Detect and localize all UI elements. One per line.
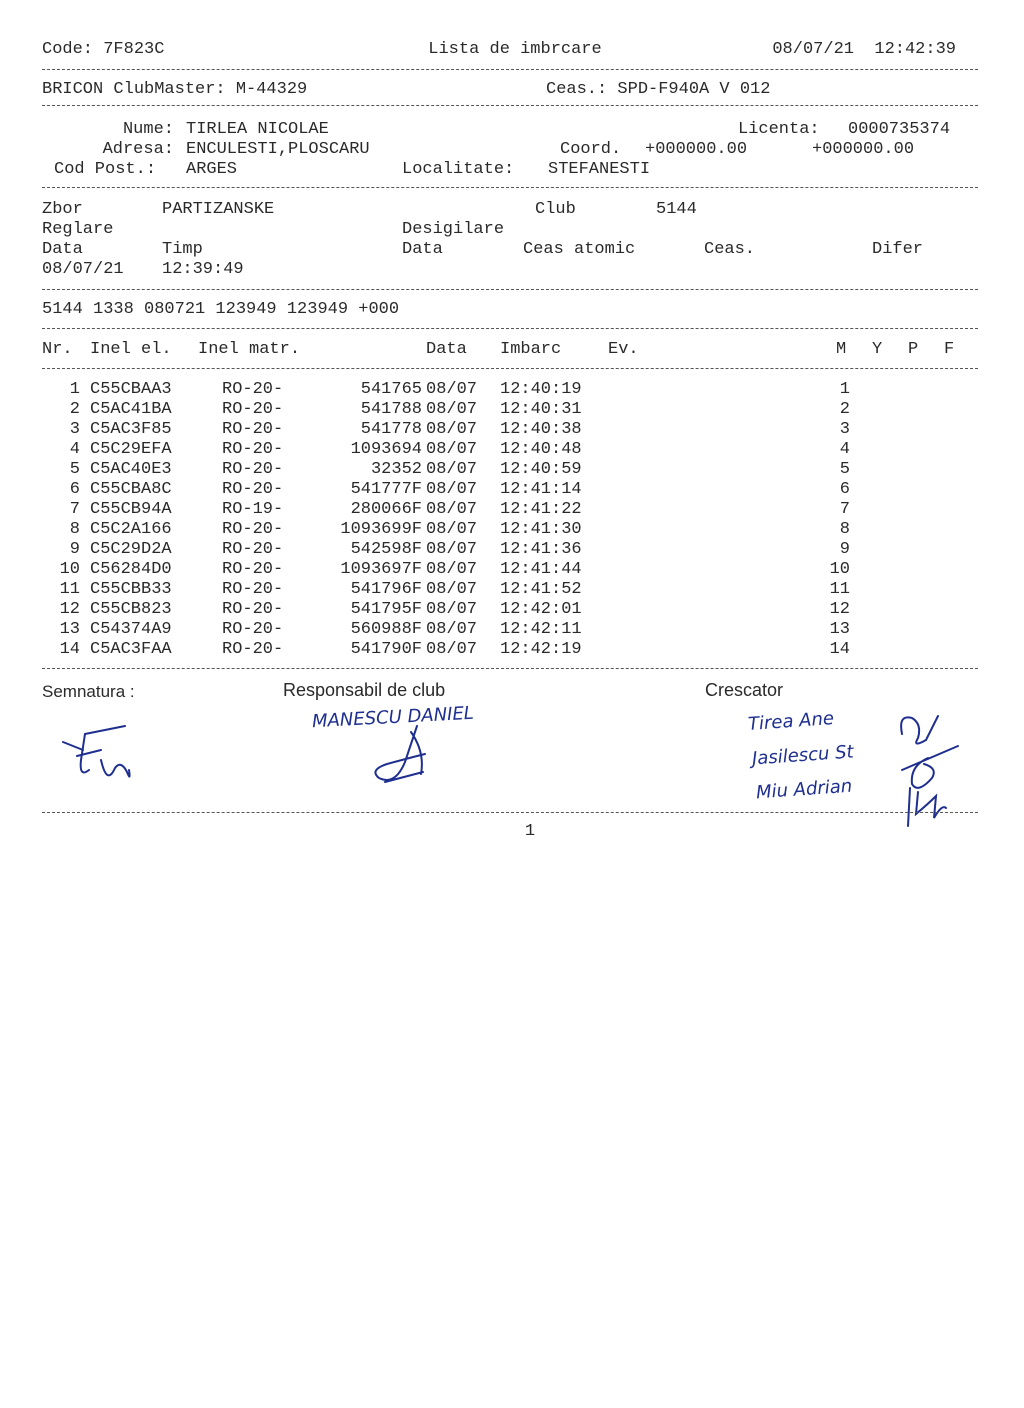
row-nr: 1 [69, 380, 80, 399]
row-date: 08/07 [426, 560, 478, 579]
row-date: 08/07 [426, 440, 478, 459]
row-date: 08/07 [426, 380, 478, 399]
row-m: 13 [829, 620, 850, 639]
row-ring-number: 280066F [350, 500, 422, 519]
row-nr: 2 [69, 400, 80, 419]
row-electronic-ring: C55CB823 [90, 600, 172, 619]
reglare-time: 12:39:49 [162, 260, 244, 279]
breeder-name: TIRLEA NICOLAE [186, 120, 329, 139]
divider [42, 668, 978, 669]
breeder-signature [888, 704, 968, 834]
row-m: 7 [839, 500, 850, 519]
locality-label: Localitate: [402, 160, 515, 179]
row-ring-prefix: RO-20- [222, 380, 284, 399]
row-electronic-ring: C55CB94A [90, 500, 172, 519]
col-imbarc: Imbarc [500, 340, 562, 359]
row-nr: 6 [69, 480, 80, 499]
table-row [0, 440, 1024, 460]
row-electronic-ring: C5C29EFA [90, 440, 172, 459]
desigilare-data-label: Data [402, 240, 443, 259]
row-ring-number: 541777F [350, 480, 422, 499]
row-ring-number: 541796F [350, 580, 422, 599]
row-ring-number: 32352 [370, 460, 422, 479]
row-electronic-ring: C5C2A166 [90, 520, 172, 539]
row-ring-prefix: RO-20- [222, 400, 284, 419]
table-row [0, 460, 1024, 480]
signature-label: Semnatura : [42, 682, 135, 701]
row-m: 3 [839, 420, 850, 439]
breeder-address: ENCULESTI,PLOSCARU [186, 140, 370, 159]
reglare-label: Reglare [42, 220, 114, 239]
semnatura-signature [55, 720, 145, 790]
row-nr: 7 [69, 500, 80, 519]
club-responsible-handwritten-name: MANESCU DANIEL [311, 702, 475, 733]
row-ring-number: 542598F [350, 540, 422, 559]
row-ring-number: 541795F [350, 600, 422, 619]
col-inel-matr: Inel matr. [198, 340, 301, 359]
row-boarding-time: 12:41:30 [500, 520, 582, 539]
row-m: 6 [839, 480, 850, 499]
row-nr: 5 [69, 460, 80, 479]
col-f: F [944, 340, 955, 359]
row-date: 08/07 [426, 500, 478, 519]
difference-label: Difer [872, 240, 924, 259]
row-boarding-time: 12:42:19 [500, 640, 582, 659]
breeder-label: Crescator [705, 680, 784, 700]
row-date: 08/07 [426, 580, 478, 599]
licence-label: Licenta: [738, 120, 820, 139]
table-row [0, 540, 1024, 560]
divider [42, 289, 978, 290]
coord-latitude: +000000.00 [645, 140, 748, 159]
club-number: 5144 [656, 200, 697, 219]
page-number: 1 [524, 822, 536, 841]
row-nr: 12 [59, 600, 80, 619]
table-row [0, 640, 1024, 660]
row-date: 08/07 [426, 640, 478, 659]
divider [42, 105, 978, 106]
row-m: 12 [829, 600, 850, 619]
reglare-date: 08/07/21 [42, 260, 124, 279]
row-nr: 11 [59, 580, 80, 599]
club-responsible-signature [365, 722, 445, 792]
row-ring-prefix: RO-20- [222, 640, 284, 659]
row-ring-prefix: RO-20- [222, 440, 284, 459]
table-row [0, 400, 1024, 420]
print-datetime: 08/07/21 12:42:39 [772, 40, 956, 59]
row-ring-prefix: RO-20- [222, 560, 284, 579]
row-ring-number: 560988F [350, 620, 422, 639]
row-boarding-time: 12:41:44 [500, 560, 582, 579]
row-m: 5 [839, 460, 850, 479]
col-ev: Ev. [608, 340, 639, 359]
breeder-handwritten-name-1: Tirea Ane [747, 708, 835, 735]
row-nr: 4 [69, 440, 80, 459]
breeder-postcode: ARGES [186, 160, 238, 179]
table-row [0, 600, 1024, 620]
row-boarding-time: 12:40:59 [500, 460, 582, 479]
row-boarding-time: 12:40:19 [500, 380, 582, 399]
data-label: Data [42, 240, 83, 259]
code-line: 5144 1338 080721 123949 123949 +000 [42, 300, 400, 319]
row-electronic-ring: C55CBAA3 [90, 380, 172, 399]
row-m: 9 [839, 540, 850, 559]
row-ring-prefix: RO-19- [222, 500, 284, 519]
row-ring-prefix: RO-20- [222, 540, 284, 559]
club-label: Club [535, 200, 576, 219]
document-title: Lista de imbrcare [428, 40, 602, 59]
postcode-label: Cod Post.: [54, 160, 157, 179]
divider [42, 69, 978, 70]
row-boarding-time: 12:41:14 [500, 480, 582, 499]
row-ring-number: 1093694 [350, 440, 422, 459]
row-nr: 14 [59, 640, 80, 659]
row-date: 08/07 [426, 480, 478, 499]
row-m: 14 [829, 640, 850, 659]
breeder-handwritten-name-3: Miu Adrian [755, 775, 853, 804]
row-electronic-ring: C5AC3FAA [90, 640, 172, 659]
row-ring-prefix: RO-20- [222, 580, 284, 599]
row-m: 1 [839, 380, 850, 399]
licence-number: 0000735374 [848, 120, 951, 139]
col-m: M [836, 340, 847, 359]
divider [42, 328, 978, 329]
table-row [0, 620, 1024, 640]
row-boarding-time: 12:41:52 [500, 580, 582, 599]
row-ring-prefix: RO-20- [222, 520, 284, 539]
document-code: Code: 7F823C [42, 40, 165, 59]
row-ring-prefix: RO-20- [222, 600, 284, 619]
row-ring-number: 1093697F [340, 560, 422, 579]
row-nr: 13 [59, 620, 80, 639]
row-nr: 10 [59, 560, 80, 579]
coord-longitude: +000000.00 [812, 140, 915, 159]
row-nr: 3 [69, 420, 80, 439]
flight-label: Zbor [42, 200, 83, 219]
row-m: 2 [839, 400, 850, 419]
col-data: Data [426, 340, 467, 359]
row-ring-prefix: RO-20- [222, 620, 284, 639]
table-row [0, 520, 1024, 540]
clubmaster-id: BRICON ClubMaster: M-44329 [42, 80, 308, 99]
table-row [0, 420, 1024, 440]
table-row [0, 380, 1024, 400]
col-inel-el: Inel el. [90, 340, 172, 359]
table-row [0, 580, 1024, 600]
row-electronic-ring: C55CBA8C [90, 480, 172, 499]
row-electronic-ring: C54374A9 [90, 620, 172, 639]
row-nr: 9 [69, 540, 80, 559]
row-ring-number: 541790F [350, 640, 422, 659]
row-electronic-ring: C5AC3F85 [90, 420, 172, 439]
breeder-locality: STEFANESTI [548, 160, 651, 179]
table-row [0, 560, 1024, 580]
row-date: 08/07 [426, 540, 478, 559]
row-date: 08/07 [426, 600, 478, 619]
col-nr: Nr. [42, 340, 73, 359]
row-date: 08/07 [426, 420, 478, 439]
clock-id: Ceas.: SPD-F940A V 012 [546, 80, 771, 99]
col-p: P [908, 340, 919, 359]
clock-label: Ceas. [704, 240, 756, 259]
row-date: 08/07 [426, 520, 478, 539]
row-boarding-time: 12:42:01 [500, 600, 582, 619]
time-label: Timp [162, 240, 203, 259]
row-m: 8 [839, 520, 850, 539]
row-ring-number: 541788 [360, 400, 422, 419]
divider [42, 187, 978, 188]
divider [42, 812, 978, 813]
row-ring-number: 541765 [360, 380, 422, 399]
row-electronic-ring: C56284D0 [90, 560, 172, 579]
table-row [0, 500, 1024, 520]
coord-label: Coord. [560, 140, 622, 159]
name-label: Nume: [122, 120, 174, 139]
atomic-clock-label: Ceas atomic [523, 240, 636, 259]
row-date: 08/07 [426, 460, 478, 479]
row-boarding-time: 12:40:31 [500, 400, 582, 419]
table-row [0, 480, 1024, 500]
row-date: 08/07 [426, 400, 478, 419]
row-boarding-time: 12:40:38 [500, 420, 582, 439]
row-ring-number: 1093699F [340, 520, 422, 539]
row-ring-prefix: RO-20- [222, 480, 284, 499]
row-electronic-ring: C5AC41BA [90, 400, 172, 419]
row-ring-number: 541778 [360, 420, 422, 439]
row-date: 08/07 [426, 620, 478, 639]
row-m: 4 [839, 440, 850, 459]
row-boarding-time: 12:42:11 [500, 620, 582, 639]
address-label: Adresa: [102, 140, 174, 159]
row-ring-prefix: RO-20- [222, 460, 284, 479]
flight-location: PARTIZANSKE [162, 200, 275, 219]
row-boarding-time: 12:41:22 [500, 500, 582, 519]
row-electronic-ring: C55CBB33 [90, 580, 172, 599]
row-m: 10 [829, 560, 850, 579]
row-m: 11 [829, 580, 850, 599]
row-electronic-ring: C5C29D2A [90, 540, 172, 559]
row-electronic-ring: C5AC40E3 [90, 460, 172, 479]
row-boarding-time: 12:41:36 [500, 540, 582, 559]
row-boarding-time: 12:40:48 [500, 440, 582, 459]
row-ring-prefix: RO-20- [222, 420, 284, 439]
row-nr: 8 [69, 520, 80, 539]
divider [42, 368, 978, 369]
club-responsible-label: Responsabil de club [283, 680, 446, 700]
desigilare-label: Desigilare [402, 220, 505, 239]
breeder-handwritten-name-2: Jasilescu St [751, 741, 855, 770]
col-y: Y [872, 340, 883, 359]
